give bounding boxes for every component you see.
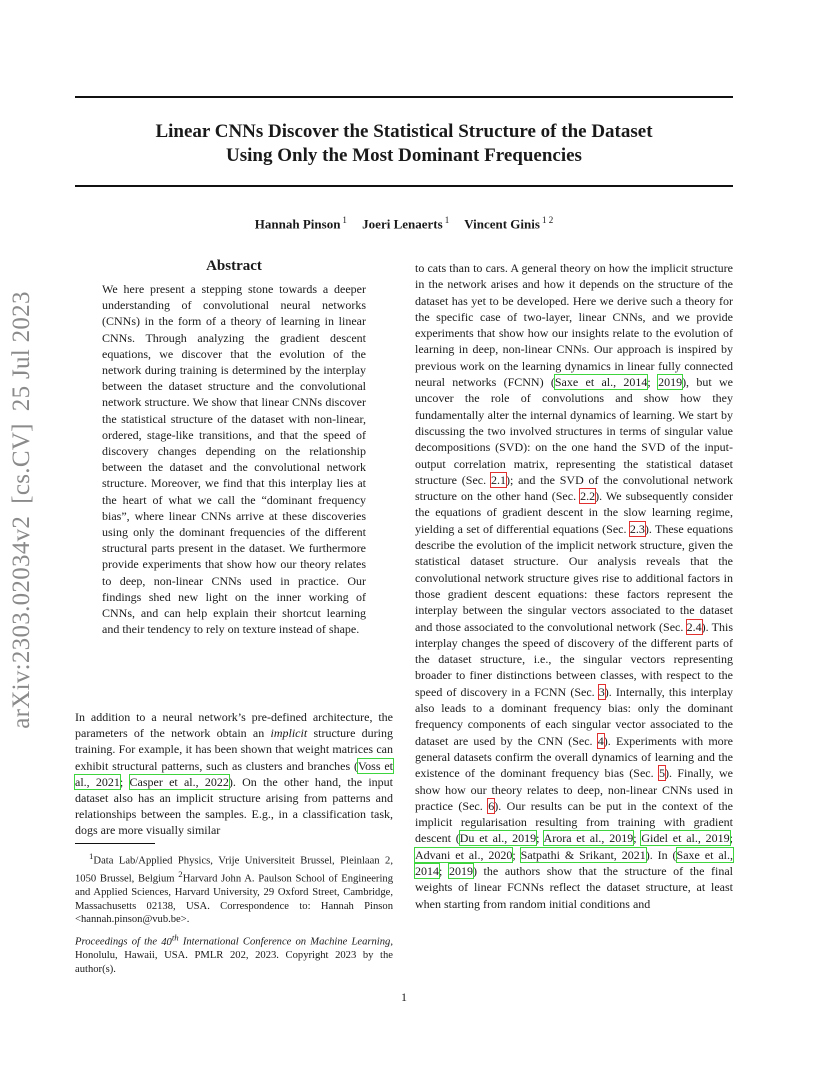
arxiv-id: arXiv:2303.02034v2 [8, 515, 35, 729]
citation-link[interactable]: Arora et al., 2019 [543, 831, 634, 846]
body-text-part: ) the authors show that the structure of the final weights of linear FCNNs reflect the dataset structure, at least when starting from random initial conditions and [415, 863, 733, 911]
author-affiliation: 1 2 [541, 215, 554, 225]
footnote-rule [75, 843, 155, 844]
right-column [415, 260, 733, 912]
body-text-part: ). Experiments with more general datasets confirm the overall dynamics of learning and the existence of the dominant frequency bias (Sec. [415, 733, 733, 781]
title-rule-top [75, 96, 733, 98]
intro-text-part: ). On the other hand, the input dataset also has an implicit structure arising from patterns and relationships between the samples. E.g., in a classification task, dogs are more visually similar [75, 774, 393, 838]
abstract-text: We here present a stepping stone towards a deeper understanding of convolutional neural networks (CNNs) in the form of a theory of learning in linear CNNs. Through analyzing the gradient descent equations, we discover that the evolution of the network during training is determined by the interplay between the dataset structure and the convolutional network structure. We show that linear CNNs discover the statistical structure of the dataset with non-linear, ordered, stage-like transitions, and that the speed of discovery changes depending on the relationship between the dataset and the convolutional network structure. Moreover, we find that this interplay lies at the heart of what we call the “dominant frequency bias”, where linear CNNs arrive at these discoveries using only the dominant frequencies of the different structural parts present in the dataset. We furthermore provide experiments that show how our theory relates to deep, non-linear CNNs used in practice. Our findings shed new light on the inner working of CNNs, and can help explain their shortcut learning and their tendency to rely on texture instead of shape. [102, 282, 366, 637]
section-ref-link[interactable]: 4 [597, 733, 604, 748]
author-list [75, 215, 733, 232]
section-ref-link[interactable]: 2.3 [629, 521, 645, 536]
citation-link[interactable]: Saxe et al., 2014 [415, 847, 733, 878]
proceedings-em: Proceedings of the [75, 936, 158, 948]
citation-link[interactable]: Du et al., 2019 [459, 831, 537, 846]
citation-link[interactable]: Satpathi & Srikant, 2021 [520, 847, 646, 862]
proceedings-note [75, 931, 393, 976]
title-rule-bottom [75, 185, 733, 187]
paper-title-line2: Using Only the Most Dominant Frequencies [226, 145, 582, 166]
proceedings-rest: , Honolulu, Hawaii, USA. PMLR 202, 2023. Copyright 2023 by the author(s). [75, 936, 393, 975]
intro-paragraph: In addition to a neural network’s pre-defined architecture, the parameters of the network obtain an implicit structure during training. For example, it has been shown that weight matrices can exhibit structural patterns, such as clusters and branches (Voss et al., 2021; Casper et al., 2022). On the other hand, the input dataset also has an implicit structure arising from patterns and relationships between the samples. E.g., in a classification task, dogs are more visually similar [75, 710, 394, 838]
body-text-part: ). Internally, this interplay also leads to a dominant frequency bias: only the dominant frequency components of each singular vector associated to the dataset are used by the CNN (Sec. [415, 684, 733, 748]
section-ref-link[interactable]: 2.2 [580, 489, 596, 504]
section-ref-link[interactable]: 3 [598, 684, 605, 699]
body-text-part: ); and the SVD of the convolutional network structure on the other hand (Sec. [415, 472, 733, 504]
abstract-heading: Abstract [206, 258, 262, 274]
citation-link[interactable]: Casper et al., 2022 [129, 774, 229, 789]
body-text-part: ). These equations describe the evolution of the implicit network structure, given the statistical dataset structure. Our analysis reveals that the convolutional network structure gives rise to additional factors in those gradient descent equations: these factors represent the interplay between the singular vectors associated to the dataset and those associated to the convolutional network (Sec. [415, 521, 733, 634]
intro-text-part: structure during training. For example, it has been shown that weight matrices can exhibit structural patterns, such as clusters and branches ( [75, 726, 394, 773]
section-ref-link[interactable]: 6 [488, 798, 495, 813]
body-text-part: ). We subsequently consider the equations of gradient descent in the slow learning regime, yielding a set of differential equations (Sec. [415, 489, 733, 536]
author-affiliation: 1 [342, 215, 347, 225]
citation-link[interactable]: Saxe et al., 2014 [554, 375, 648, 390]
citation-link[interactable]: 2019 [448, 863, 473, 878]
arxiv-watermark [8, 285, 36, 735]
page-number: 1 [401, 990, 407, 1004]
author-affiliation: 1 [444, 215, 450, 225]
section-ref-link[interactable]: 5 [659, 766, 665, 781]
paper-title [75, 120, 733, 168]
author-name: Hannah Pinson [254, 216, 341, 232]
body-text-part: ). In ( [645, 847, 677, 862]
right-column-text: to cats than to cars. A general theory on how the implicit structure in the network arises and how it depends on the structure of the dataset has yet to be developed. Here we derive such a theory for the specific case of two-layer, linear CNNs, and we provide experiments that show how our insights relate to the evolution of learning in deep, non-linear CNNs. Our approach is inspired by previous work on the learning dynamics in linear fully connected neural networks (FCNN) (Saxe et al., 2014; 2019), but we uncover the role of convolutions and show how they fundamentally alter the internal dynamics of learning. We start by discussing the two involved structures in terms of singular value decompositions (SVD): on the one hand the SVD of the input-output correlation matrix, representing the statistical dataset structure (Sec. 2.1); and the SVD of the convolutional network structure on the other hand (Sec. 2.2). We subsequently consider the equations of gradient descent in the slow learning regime, yielding a set of differential equations (Sec. 2.3). These equations describe the evolution of the implicit network structure, given the statistical dataset structure. Our analysis reveals that the convolutional network structure gives rise to additional factors in those gradient descent equations: these factors represent the interplay between the singular vectors associated to the dataset and those associated to the convolutional network (Sec. 2.4). This interplay changes the speed of discovery of the different parts of the dataset structure, i.e., the singular vectors representing broader to finer distinctions between classes, with respect to the speed of discovery in a FCNN (Sec. 3). Internally, this interplay also leads to a dominant frequency bias: only the dominant frequency components of each singular vector associated to the dataset are used by the CNN (Sec. 4). Experiments with more general datasets confirm the overall dynamics of learning and the existence of the dominant frequency bias (Sec. 5). Finally, we show how our theory relates to deep, non-linear CNNs used in practice (Sec. 6). Our results can be put in the context of the implicit regularisation resulting from training with gradient descent (Du et al., 2019; Arora et al., 2019; Gidel et al., 2019; Advani et al., 2020; Satpathi & Srikant, 2021). In (Saxe et al., 2014; 2019) the authors show that the structure of the final weights of linear FCNNs reflect the dataset structure, at least when starting from random initial conditions and [415, 261, 733, 911]
citation-link[interactable]: 2019 [658, 375, 683, 390]
citation-link[interactable]: Advani et al., 2020 [415, 847, 513, 862]
arxiv-category: [cs.CV] [8, 423, 35, 504]
proceedings-conference: International Conference on Machine Learning [182, 936, 391, 948]
body-text-part: ). This interplay changes the speed of discovery of the different parts of the dataset structure, i.e., the singular vectors representing broader to finer distinctions between classes, with respect to the speed of discovery in a FCNN (Sec. [415, 619, 733, 699]
proceedings-ordinal: 40th [161, 932, 179, 948]
abstract-section [75, 258, 393, 637]
body-text-part: ). Finally, we show how our theory relates to deep, non-linear CNNs used in practice (Sec. [415, 766, 733, 813]
footnote-text: Harvard John A. Paulson School of Engineering and Applied Sciences, Harvard University, 29 Oxford Street, Cambridge, Massachusetts 02138, USA. Correspondence to: Hannah Pinson <hannah.pinson@vub.be>. [75, 873, 393, 926]
section-ref-link[interactable]: 2.4 [686, 619, 702, 634]
intro-text-part: In addition to a neural network’s pre-defined architecture, the parameters of the network obtain an [75, 710, 393, 741]
arxiv-date: 25 Jul 2023 [8, 291, 35, 412]
body-text-part: ), but we uncover the role of convolutions and show how they fundamentally alter the internal dynamics of learning. We start by discussing the two involved structures in terms of singular value decompositions (SVD): on the one hand the SVD of the input-output correlation matrix, representing the statistical dataset structure (Sec. [415, 375, 733, 487]
author-name: Joeri Lenaerts [362, 216, 443, 232]
footnote-text: Data Lab/Applied Physics, Vrije Universiteit Brussel, Pleinlaan 2, 1050 Brussel, Belgium [75, 855, 393, 885]
citation-link[interactable]: Gidel et al., 2019 [641, 831, 730, 846]
section-ref-link[interactable]: 2.1 [490, 472, 506, 487]
intro-emphasis: implicit [270, 726, 308, 741]
paper-title-line1: Linear CNNs Discover the Statistical Structure of the Dataset [155, 121, 653, 142]
body-text-part: ). Our results can be put in the context of the implicit regularisation resulting from training with gradient descent ( [415, 798, 733, 846]
affiliation-footnote: $^1$Data Lab/Applied Physics, Vrije Universiteit Brussel, Pleinlaan 2, 1050 Brussel, Belgium $^2$Harvard John A. Paulson School of Engineering and Applied Sciences, Harvard University, 29 Oxford Street, Cambridge, Massachusetts 02138, USA. Correspondence to: Hannah Pinson <hannah.pinson@vub.be>. [75, 851, 393, 926]
body-text-part: to cats than to cars. A general theory on how the implicit structure in the network arises and how it depends on the structure of the dataset has yet to be developed. Here we derive such a theory for the specific case of two-layer, linear CNNs, and we provide experiments that show how our insights relate to the evolution of learning in deep, non-linear CNNs. Our approach is inspired by previous work on the learning dynamics in linear fully connected neural networks (FCNN) ( [415, 261, 733, 390]
author-name: Vincent Ginis [464, 216, 540, 232]
citation-link[interactable]: Voss et al., 2021 [75, 758, 393, 789]
